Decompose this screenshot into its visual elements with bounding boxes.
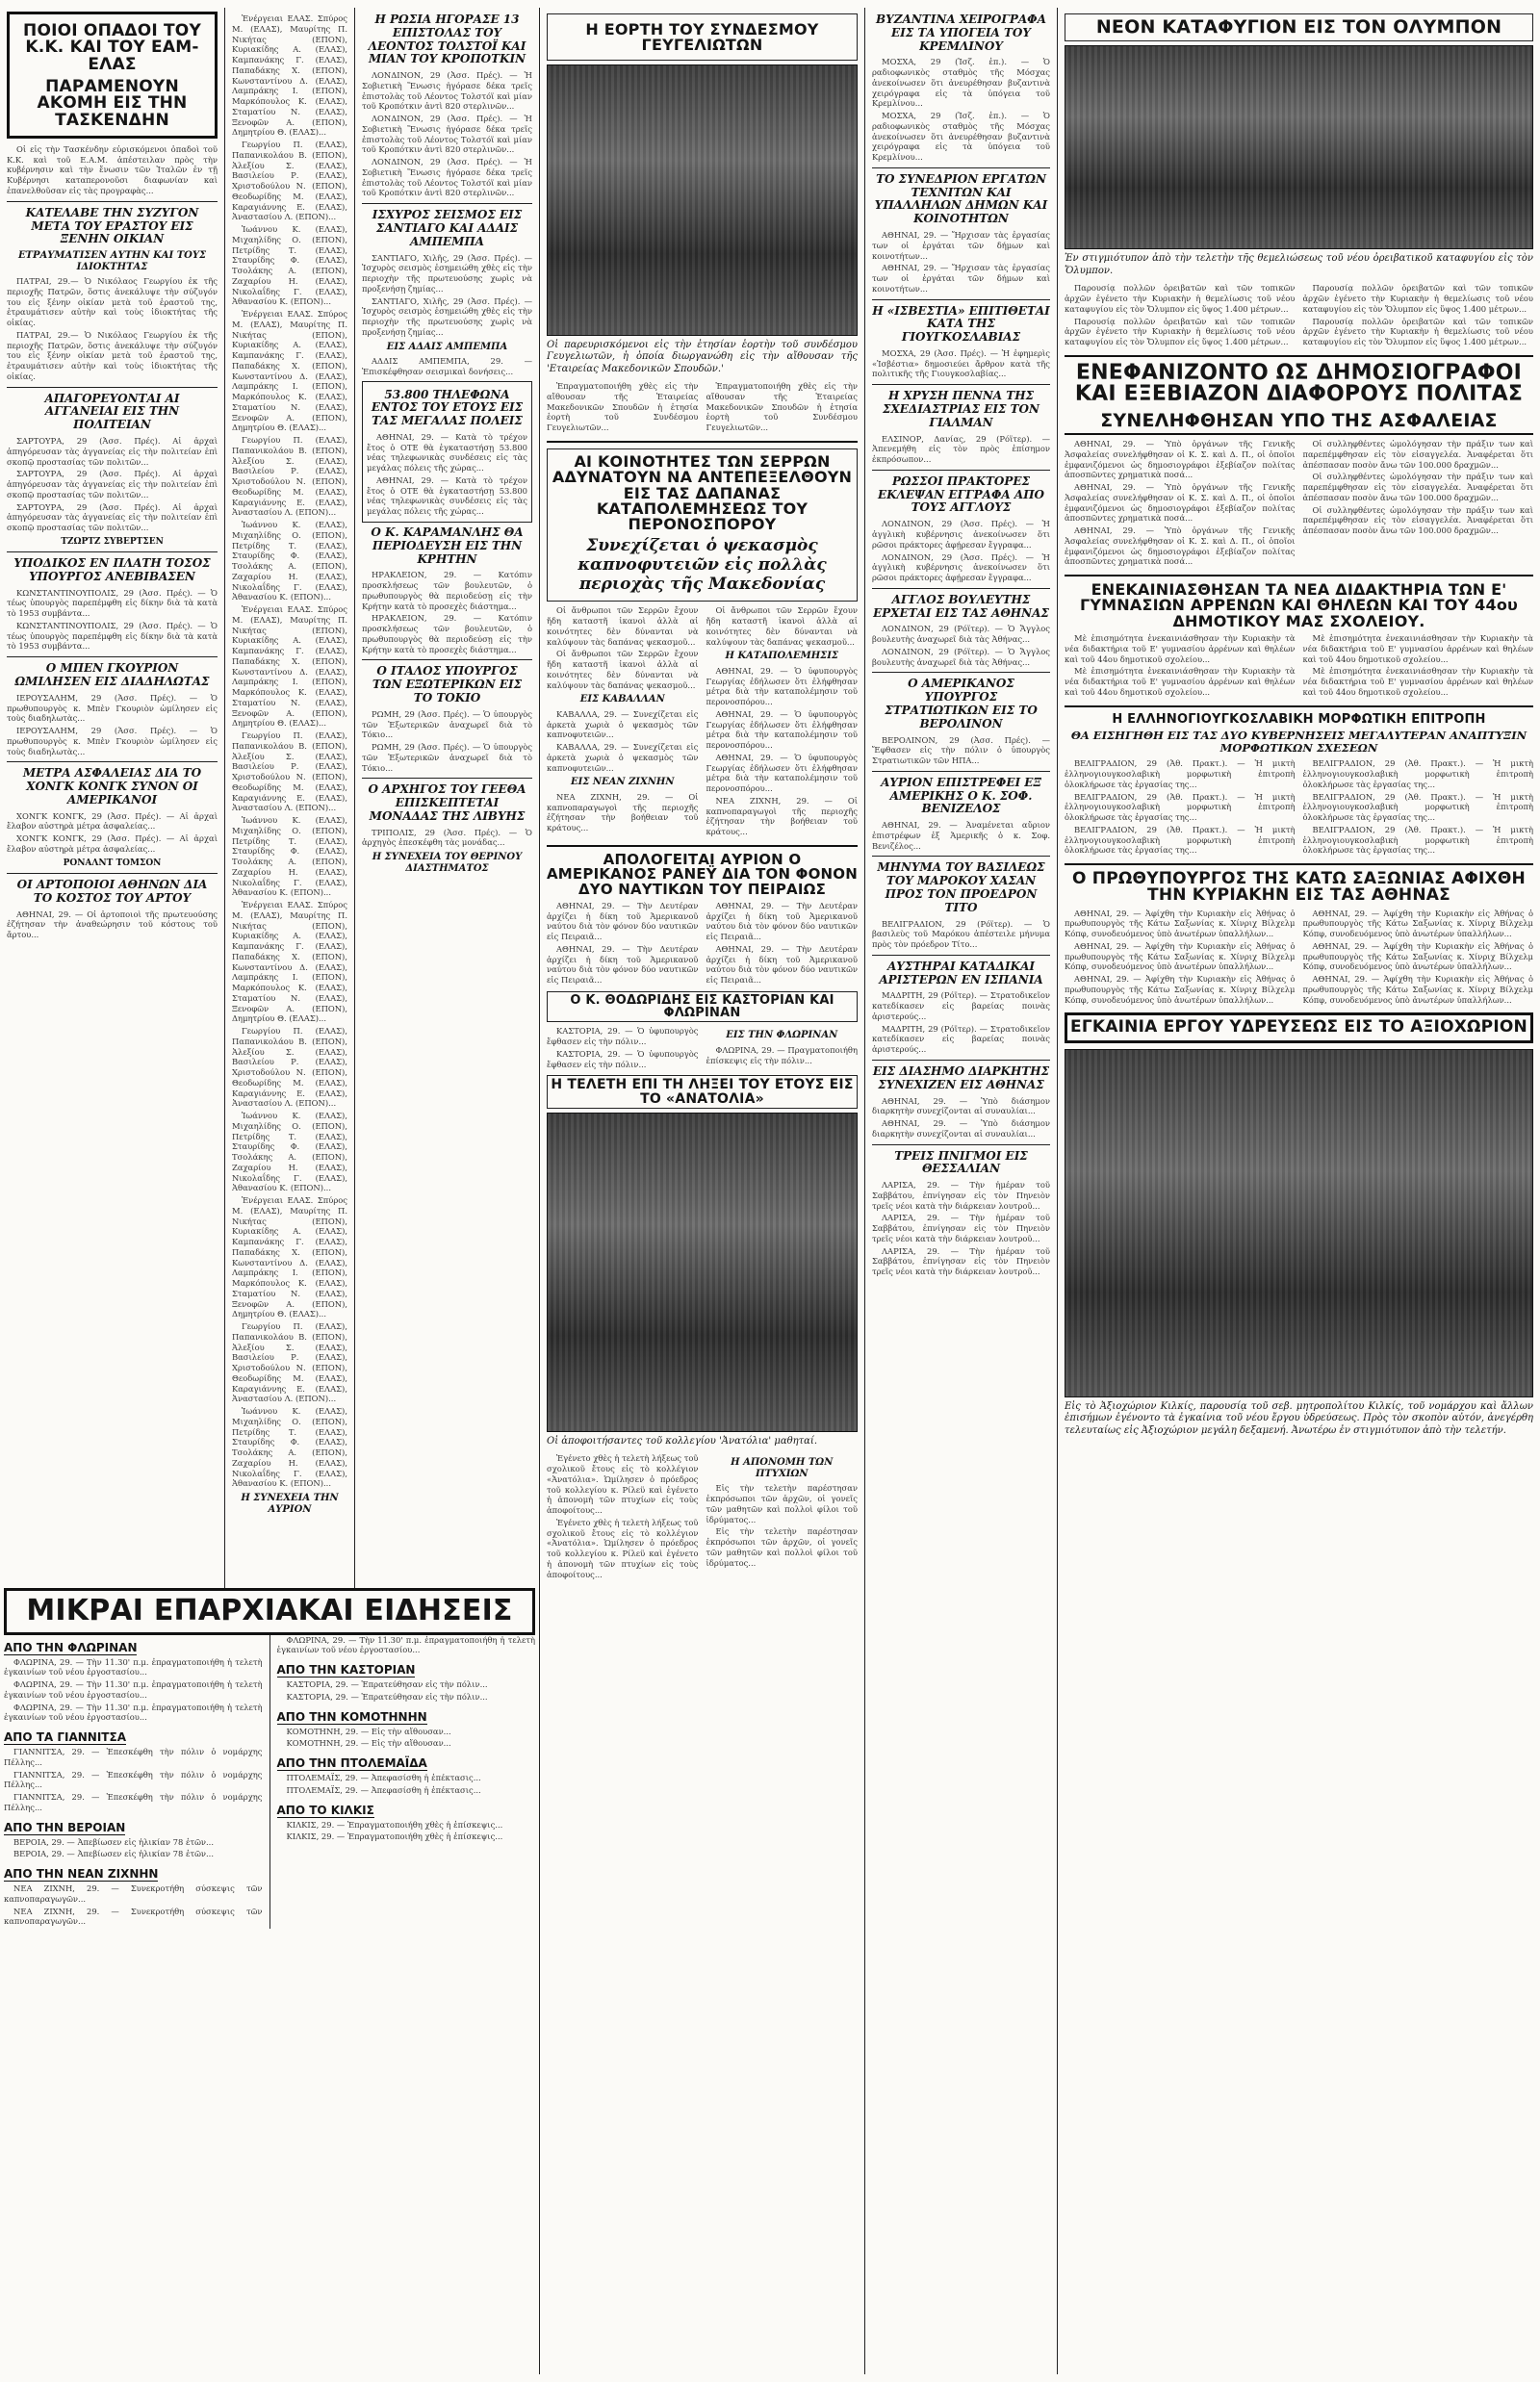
article-text: Εἰς τὴν τελετὴν παρέστησαν ἐκπρόσωποι τῶν ἀρχῶν, οἱ γονεῖς τῶν μαθητῶν καὶ πολλοὶ φίλοι τοῦ ἱδρύματος...: [706, 1526, 858, 1568]
article-text: ΚΑΣΤΟΡΙΑ, 29. — Ἐπρατεύθησαν εἰς τὴν πόλιν...: [286, 1679, 488, 1690]
article-subheadline: ΕΤΡΑΥΜΑΤΙΣΕΝ ΑΥΤΗΝ ΚΑΙ ΤΟΥΣ ΙΔΙΟΚΤΗΤΑΣ: [17, 250, 207, 272]
divider: [872, 299, 1050, 300]
article-text: ΑΘΗΝΑΙ, 29. — Ἀφίχθη τὴν Κυριακὴν εἰς Ἀθήνας ὁ πρωθυπουργὸς τῆς Κάτω Σαξωνίας κ. Χίνριχ Βίλχελμ Κόπφ, συνοδευόμενος ὑπὸ ἀνωτέρων ὑπαλλήλων...: [1065, 940, 1296, 972]
article-text: ΓΙΑΝΝΙΤΣΑ, 29. — Ἐπεσκέφθη τὴν πόλιν ὁ νομάρχης Πέλλης...: [4, 1792, 263, 1812]
article-text: Ἐγένετο χθὲς ἡ τελετὴ λήξεως τοῦ σχολικοῦ ἔτους εἰς τὸ κολλέγιον «Ἀνατόλια». Ὡμίλησεν ὁ πρόεδρος τοῦ κολλεγίου κ. Ρίλεϋ καὶ ἐγένετο ἡ ἀπονομὴ τῶν πτυχίων εἰς τοὺς ἀποφοίτους...: [547, 1517, 699, 1579]
article-text: Οἱ συλληφθέντες ὡμολόγησαν τὴν πράξιν των καὶ παρεπέμφθησαν εἰς τὸν εἰσαγγελέα. Ἀναφέρεται ὅτι ἀπέσπασαν ποσὸν ἄνω τῶν 100.000 δραχμῶν...: [1302, 472, 1533, 502]
article-text: ΡΩΜΗ, 29 (Ἀσσ. Πρές). — Ὁ ὑπουργὸς τῶν Ἐξωτερικῶν ἀναχωρεῖ διὰ τὸ Τόκιο...: [362, 708, 532, 740]
continuation-note: Η ΣΥΝΕΧΕΙΑ ΤΟΥ ΘΕΡΙΝΟΥ ΔΙΑΣΤΗΜΑΤΟΣ: [372, 852, 523, 874]
article-headline: Η «ΙΣΒΕΣΤΙΑ» ΕΠΙΤΙΘΕΤΑΙ ΚΑΤΑ ΤΗΣ ΓΙΟΥΓΚΟΣΛΑΒΙΑΣ: [872, 303, 1050, 345]
article-text: ΚΩΝΣΤΑΝΤΙΝΟΥΠΟΛΙΣ, 29 (Ἀσσ. Πρές). — Ὁ τέως ὑπουργὸς παρεπέμφθη εἰς δίκην διὰ τὰ κατὰ τὸ 1953 συμβάντα...: [7, 587, 218, 619]
article-text: ΚΑΒΑΛΛΑ, 29. — Συνεχίζεται εἰς ἀρκετὰ χωριὰ ὁ ψεκασμὸς τῶν καπνοφυτειῶν...: [547, 708, 699, 740]
article-text: ΜΟΣΧΑ, 29 (Ἰσζ. ἐπ.). — Ὁ ραδιοφωνικὸς σταθμὸς τῆς Μόσχας ἀνεκοίνωσεν ὅτι ἀνευρέθησαν βυζαντινὰ χειρόγραφα εἰς τὰ ὑπόγεια τοῦ Κρεμλίνου...: [872, 57, 1050, 109]
article-headline: ΙΣΧΥΡΟΣ ΣΕΙΣΜΟΣ ΕΙΣ ΣΑΝΤΙΑΓΟ ΚΑΙ ΑΔΑΙΣ ΑΜΠΕΜΠΑ: [372, 208, 523, 248]
article-headline: Ο Κ. ΘΟΔΩΡΙΔΗΣ ΕΙΣ ΚΑΣΤΟΡΙΑΝ ΚΑΙ ΦΛΩΡΙΝΑΝ: [570, 992, 834, 1021]
article-text: ΑΘΗΝΑΙ, 29. — Τὴν Δευτέραν ἀρχίζει ἡ δίκη τοῦ Ἀμερικανοῦ ναύτου διὰ τὸν φόνον δύο ναυτικῶν εἰς Πειραιᾶ...: [547, 900, 699, 942]
article-text: ΛΟΝΔΙΝΟΝ, 29 (Ρόϊτερ). — Ὁ Ἄγγλος βουλευτὴς ἀναχωρεῖ διὰ τὰς Ἀθήνας...: [872, 624, 1050, 645]
article-text: ΒΕΛΙΓΡΑΔΙΟΝ, 29 (Ἀθ. Πρακτ.). — Ἡ μικτὴ ἑλληνογιουγκοσλαβικὴ μορφωτικὴ ἐπιτροπὴ ὁλοκλήρωσε τὰς ἐργασίας της...: [1065, 824, 1296, 856]
article-text: ΑΘΗΝΑΙ, 29. — Τὴν Δευτέραν ἀρχίζει ἡ δίκη τοῦ Ἀμερικανοῦ ναύτου διὰ τὸν φόνον δύο ναυτικῶν εἰς Πειραιᾶ...: [547, 943, 699, 986]
article-headline: ΟΙ ΑΡΤΟΠΟΙΟΙ ΑΘΗΝΩΝ ΔΙΑ ΤΟ ΚΟΣΤΟΣ ΤΟΥ ΑΡΤΟΥ: [16, 878, 208, 905]
article-text: ΑΘΗΝΑΙ, 29. — Ἤρχισαν τὰς ἐργασίας των οἱ ἐργάται τῶν δήμων καὶ κοινοτήτων...: [872, 230, 1050, 261]
article-text: ΚΙΛΚΙΣ, 29. — Ἐπραγματοποιήθη χθὲς ἡ ἐπίσκεψις...: [286, 1819, 503, 1830]
divider: [7, 873, 218, 874]
article-text: ΒΕΡΟΛΙΝΟΝ, 29 (Ἀσσ. Πρές). — Ἔφθασεν εἰς τὴν πόλιν ὁ ὑπουργὸς Στρατιωτικῶν τῶν ΗΠΑ...: [872, 734, 1050, 766]
headline-box: [1065, 1012, 1533, 1042]
article-text: ΗΡΑΚΛΕΙΟΝ, 29. — Κατόπιν προσκλήσεως τῶν βουλευτῶν, ὁ πρωθυπουργὸς θὰ περιοδεύσῃ εἰς τὴν Κρήτην κατὰ τὸ προσεχὲς διάστημα...: [362, 613, 532, 654]
article-text: Ἰωάννου Κ. (ΕΛΑΣ), Μιχαηλίδης Ο. (ΕΠΟΝ), Πετρίδης Τ. (ΕΛΑΣ), Σταυρίδης Φ. (ΕΛΑΣ), Τσολάκης Α. (ΕΠΟΝ), Ζαχαρίου Η. (ΕΛΑΣ), Νικολαΐδης Γ. (ΕΛΑΣ), Ἀθανασίου Κ. (ΕΠΟΝ)...: [232, 520, 347, 602]
article-text: ΠΑΤΡΑΙ, 29.— Ὁ Νικόλαος Γεωργίου ἐκ τῆς περιοχῆς Πατρῶν, ὅστις ἀνεκάλυψε τὴν σύζυγόν του εἰς ξένην οἰκίαν μετὰ τοῦ ἐραστοῦ της, ἐτραυμάτισεν αὐτὴν καὶ τοὺς ἰδιοκτήτας τῆς οἰκίας.: [7, 276, 218, 328]
article-text: ΒΕΛΙΓΡΑΔΙΟΝ, 29 (Ρόϊτερ). — Ὁ βασιλεὺς τοῦ Μαρόκου ἀπέστειλε μήνυμα πρὸς τὸν πρόεδρον Τίτο...: [872, 918, 1050, 950]
article-headline: Η ΧΡΥΣΗ ΠΕΝΝΑ ΤΗΣ ΣΧΕΔΙΑΣΤΡΙΑΣ ΕΙΣ ΤΟΝ ΓΙΑΛΜΑΝ: [883, 389, 1040, 429]
article-text: ΛΑΡΙΣΑ, 29. — Τὴν ἡμέραν τοῦ Σαββάτου, ἐπνίγησαν εἰς τὸν Πηνειὸν τρεῖς νέοι κατὰ τὴν διάρκειαν λουτροῦ...: [872, 1213, 1050, 1243]
article-text: Ἐγένετο χθὲς ἡ τελετὴ λήξεως τοῦ σχολικοῦ ἔτους εἰς τὸ κολλέγιον «Ἀνατόλια». Ὡμίλησεν ὁ πρόεδρος τοῦ κολλεγίου κ. Ρίλεϋ καὶ ἐγένετο ἡ ἀπονομὴ τῶν πτυχίων εἰς τοὺς ἀποφοίτους...: [547, 1453, 699, 1516]
article-text: ΚΟΜΟΤΗΝΗ, 29. — Εἰς τὴν αἴθουσαν...: [286, 1738, 451, 1749]
article-text: Παρουσίᾳ πολλῶν ὀρειβατῶν καὶ τῶν τοπικῶν ἀρχῶν ἐγένετο τὴν Κυριακὴν ἡ θεμελίωσις τοῦ νέου καταφυγίου εἰς τὸν Ὄλυμπον εἰς ὕψος 1.400 μέτρων...: [1302, 283, 1533, 314]
article-text: ΝΕΑ ΖΙΧΝΗ, 29. — Συνεκροτήθη σύσκεψις τῶν καπνοπαραγωγῶν...: [4, 1883, 263, 1904]
article-text: ΚΑΣΤΟΡΙΑ, 29. — Ἐπρατεύθησαν εἰς τὴν πόλιν...: [286, 1691, 488, 1702]
article-text: ΑΘΗΝΑΙ, 29. — Ὁ ὑφυπουργὸς Γεωργίας ἐδήλωσεν ὅτι ἐλήφθησαν μέτρα διὰ τὴν καταπολέμησιν τοῦ περονοσπόρου...: [706, 708, 858, 751]
regional-heading: ΑΠΟ ΤΗΝ ΝΕΑΝ ΖΙΧΝΗΝ: [4, 1867, 159, 1882]
article-headline: ΑΠΟΛΟΓΕΙΤΑΙ ΑΥΡΙΟΝ Ο ΑΜΕΡΙΚΑΝΟΣ ΡΑΝΕΫ ΔΙΑ ΤΟΝ ΦΟΝΟΝ ΔΥΟ ΝΑΥΤΙΚΩΝ ΤΟΥ ΠΕΙΡΑΙΩΣ: [547, 850, 858, 898]
article-headline: ΑΓΓΛΟΣ ΒΟΥΛΕΥΤΗΣ ΕΡΧΕΤΑΙ ΕΙΣ ΤΑΣ ΑΘΗΝΑΣ: [873, 592, 1049, 620]
article-headline: ΑΥΡΙΟΝ ΕΠΙΣΤΡΕΦΕΙ ΕΞ ΑΜΕΡΙΚΗΣ Ο Κ. ΣΟΦ. ΒΕΝΙΖΕΛΟΣ: [881, 775, 1041, 816]
article-text: Γεωργίου Π. (ΕΛΑΣ), Παπανικολάου Β. (ΕΠΟΝ), Ἀλεξίου Σ. (ΕΛΑΣ), Βασιλείου Ρ. (ΕΛΑΣ), Χριστοδούλου Ν. (ΕΠΟΝ), Θεοδωρίδης Μ. (ΕΛΑΣ), Καραγιάννης Ε. (ΕΛΑΣ), Ἀναστασίου Λ. (ΕΠΟΝ)...: [232, 435, 347, 518]
headline-box: [1065, 13, 1533, 41]
divider: [362, 778, 532, 779]
article-text: ΦΛΩΡΙΝΑ, 29. — Τὴν 11.30' π.μ. ἐπραγματοποιήθη ἡ τελετὴ ἐγκαινίων τοῦ νέου ἐργοστασίου...: [4, 1679, 263, 1700]
article-text: ΡΩΜΗ, 29 (Ἀσσ. Πρές). — Ὁ ὑπουργὸς τῶν Ἐξωτερικῶν ἀναχωρεῖ διὰ τὸ Τόκιο...: [362, 742, 532, 773]
regional-news-banner: [4, 1588, 535, 1635]
article-text: Ἐνέργειαι ΕΛΑΣ. Σπύρος Μ. (ΕΛΑΣ), Μαυρίτης Π. Νικήτας (ΕΠΟΝ), Κυριακίδης Α. (ΕΛΑΣ), Καμπανάκης Γ. (ΕΛΑΣ), Παπαδάκης Χ. (ΕΠΟΝ), Κωνσταντίνου Δ. (ΕΛΑΣ), Λαμπράκης Ι. (ΕΠΟΝ), Μαρκόπουλος Κ. (ΕΛΑΣ), Σταματίου Ν. (ΕΛΑΣ), Ξενοφῶν Α. (ΕΠΟΝ), Δημητρίου Θ. (ΕΛΑΣ)...: [232, 900, 347, 1024]
article-text: Οἱ ἄνθρωποι τῶν Σερρῶν ἔχουν ἤδη καταστῆ ἱκανοὶ ἀλλὰ αἱ κοινότητες δὲν δύνανται νὰ καλύψουν τὰς δαπάνας ψεκασμοῦ...: [706, 605, 858, 647]
photo-caption: Οἱ ἀποφοιτήσαντες τοῦ κολλεγίου 'Ἀνατόλια' μαθηταί.: [547, 1435, 817, 1447]
article-text: ΣΑΝΤΙΑΓΟ, Χιλῆς, 29 (Ἀσσ. Πρές). — Ἰσχυρὸς σεισμὸς ἐσημειώθη χθὲς εἰς τὴν περιοχὴν τῆς πρωτευούσης χωρὶς νὰ προξενήσῃ ζημίας...: [362, 295, 532, 337]
article-text: ΒΕΛΙΓΡΑΔΙΟΝ, 29 (Ἀθ. Πρακτ.). — Ἡ μικτὴ ἑλληνογιουγκοσλαβικὴ μορφωτικὴ ἐπιτροπὴ ὁλοκλήρωσε τὰς ἐργασίας της...: [1302, 791, 1533, 822]
article-text: ΕΛΣΙΝΟΡ, Δανίας, 29 (Ρόϊτερ). — Ἀπενεμήθη εἰς τὸν πρὸς ἐπίσημον ἐκπρόσωπον...: [872, 433, 1050, 465]
photo-olympus-refuge: [1065, 45, 1533, 249]
divider: [362, 203, 532, 204]
regional-heading: ΑΠΟ ΤΗΝ ΚΑΣΤΟΡΙΑΝ: [276, 1663, 416, 1678]
article-text: Οἱ συλληφθέντες ὡμολόγησαν τὴν πράξιν των καὶ παρεπέμφθησαν εἰς τὸν εἰσαγγελέα. Ἀναφέρεται ὅτι ἀπέσπασαν ποσὸν ἄνω τῶν 100.000 δραχμῶν...: [1302, 504, 1533, 536]
article-text: ΜΟΣΧΑ, 29 (Ἀσσ. Πρές). — Ἡ ἐφημερὶς «Ἰσβέστια» δημοσιεύει ἄρθρον κατὰ τῆς πολιτικῆς τῆς Γιουγκοσλαβίας...: [872, 347, 1050, 379]
divider: [872, 955, 1050, 956]
article-text: ΑΘΗΝΑΙ, 29. — Ὑπὸ ὀργάνων τῆς Γενικῆς Ἀσφαλείας συνελήφθησαν οἱ Κ. Σ. καὶ Δ. Π., οἱ ὁποῖοι ἐμφανιζόμενοι ὡς δημοσιογράφοι ἐξεβίαζον πολίτας ἀποσπῶντες χρηματικὰ ποσά...: [1065, 525, 1296, 567]
article-text: ΝΕΑ ΖΙΧΝΗ, 29. — Συνεκροτήθη σύσκεψις τῶν καπνοπαραγωγῶν...: [4, 1906, 263, 1927]
article-text: Μὲ ἐπισημότητα ἐνεκαινιάσθησαν τὴν Κυριακὴν τὰ νέα διδακτήρια τοῦ Ε' γυμνασίου ἀρρένων καὶ θηλέων καὶ τοῦ 44ου δημοτικοῦ σχολείου...: [1065, 633, 1296, 664]
article-text: ΧΟΝΓΚ ΚΟΝΓΚ, 29 (Ἀσσ. Πρές). — Αἱ ἀρχαὶ ἔλαβον αὐστηρὰ μέτρα ἀσφαλείας...: [7, 833, 218, 854]
article-headline: ΜΕΤΡΑ ΑΣΦΑΛΕΙΑΣ ΔΙΑ ΤΟ ΧΟΝΓΚ ΚΟΝΓΚ ΣΥΝΟΝ ΟΙ ΑΜΕΡΙΚΑΝΟΙ: [22, 766, 202, 807]
column-3: [355, 8, 539, 1578]
continuation-note: Η ΣΥΝΕΧΕΙΑ ΤΗΝ ΑΥΡΙΟΝ: [241, 1493, 339, 1515]
article-text: ΦΛΩΡΙΝΑ, 29. — Τὴν 11.30' π.μ. ἐπραγματοποιήθη ἡ τελετὴ ἐγκαινίων τοῦ νέου ἐργοστασίου...: [4, 1702, 263, 1723]
article-text: Μὲ ἐπισημότητα ἐνεκαινιάσθησαν τὴν Κυριακὴν τὰ νέα διδακτήρια τοῦ Ε' γυμνασίου ἀρρένων καὶ θηλέων καὶ τοῦ 44ου δημοτικοῦ σχολείου...: [1302, 666, 1533, 697]
article-headline: ΝΕΟΝ ΚΑΤΑΦΥΓΙΟΝ ΕΙΣ ΤΟΝ ΟΛΥΜΠΟΝ: [1095, 16, 1502, 38]
article-text: Γεωργίου Π. (ΕΛΑΣ), Παπανικολάου Β. (ΕΠΟΝ), Ἀλεξίου Σ. (ΕΛΑΣ), Βασιλείου Ρ. (ΕΛΑΣ), Χριστοδούλου Ν. (ΕΠΟΝ), Θεοδωρίδης Μ. (ΕΛΑΣ), Καραγιάννης Ε. (ΕΛΑΣ), Ἀναστασίου Λ. (ΕΠΟΝ)...: [232, 1026, 347, 1109]
regional-heading: ΑΠΟ ΤΗΝ ΒΕΡΟΙΑΝ: [4, 1820, 126, 1834]
article-subheadline: ΣΥΝΕΛΗΦΘΗΣΑΝ ΥΠΟ ΤΗΣ ΑΣΦΑΛΕΙΑΣ: [1065, 412, 1533, 435]
article-text: ΝΕΑ ΖΙΧΝΗ, 29. — Οἱ καπνοπαραγωγοὶ τῆς περιοχῆς ἐζήτησαν τὴν βοήθειαν τοῦ κράτους...: [706, 795, 858, 837]
article-subheadline: ΕΙΣ ΤΗΝ ΦΛΩΡΙΝΑΝ: [726, 1030, 838, 1041]
article-headline: ΥΠΟΔΙΚΟΣ ΕΝ ΠΛΑΤΗ ΤΟΣΟΣ ΥΠΟΥΡΓΟΣ ΑΝΕΒΙΒΑΣΕΝ: [13, 556, 211, 583]
divider: [872, 588, 1050, 589]
article-text: ΧΟΝΓΚ ΚΟΝΓΚ, 29 (Ἀσσ. Πρές). — Αἱ ἀρχαὶ ἔλαβον αὐστηρὰ μέτρα ἀσφαλείας...: [7, 810, 218, 832]
article-headline: ΕΓΚΑΙΝΙΑ ΕΡΓΟΥ ΥΔΡΕΥΣΕΩΣ ΕΙΣ ΤΟ ΑΞΙΟΧΩΡΙΟΝ: [1070, 1017, 1527, 1037]
article-headline: Η ΕΛΛΗΝΟΓΙΟΥΓΚΟΣΛΑΒΙΚΗ ΜΟΡΦΩΤΙΚΗ ΕΠΙΤΡΟΠΗ: [1112, 711, 1486, 727]
article-text: ΑΘΗΝΑΙ, 29. — Ὁ ὑφυπουργὸς Γεωργίας ἐδήλωσεν ὅτι ἐλήφθησαν μέτρα διὰ τὴν καταπολέμησιν τοῦ περονοσπόρου...: [706, 665, 858, 707]
divider: [7, 387, 218, 388]
article-text: ΑΘΗΝΑΙ, 29. — Ἀφίχθη τὴν Κυριακὴν εἰς Ἀθήνας ὁ πρωθυπουργὸς τῆς Κάτω Σαξωνίας κ. Χίνριχ Βίλχελμ Κόπφ, συνοδευόμενος ὑπὸ ἀνωτέρων ὑπαλλήλων...: [1302, 908, 1533, 939]
article-text: Ἐνέργειαι ΕΛΑΣ. Σπύρος Μ. (ΕΛΑΣ), Μαυρίτης Π. Νικήτας (ΕΠΟΝ), Κυριακίδης Α. (ΕΛΑΣ), Καμπανάκης Γ. (ΕΛΑΣ), Παπαδάκης Χ. (ΕΠΟΝ), Κωνσταντίνου Δ. (ΕΛΑΣ), Λαμπράκης Ι. (ΕΠΟΝ), Μαρκόπουλος Κ. (ΕΛΑΣ), Σταματίου Ν. (ΕΛΑΣ), Ξενοφῶν Α. (ΕΠΟΝ), Δημητρίου Θ. (ΕΛΑΣ)...: [232, 13, 347, 138]
article-subheadline: ΕΙΣ ΑΔΑΙΣ ΑΜΠΕΜΠΑ: [386, 341, 508, 352]
article-headline: ΕΙΣ ΔΙΑΣΗΜΟ ΔΙΑΡΚΗΤΗΣ ΣΥΝΕΧΙΖΕΝ ΕΙΣ ΑΘΗΝΑΣ: [872, 1063, 1050, 1091]
article-text: ΛΟΝΔΙΝΟΝ, 29 (Ἀσσ. Πρές). — Ἡ Σοβιετικὴ Ἕνωσις ἠγόρασε δέκα τρεῖς ἐπιστολὰς τοῦ Λέοντος Τολστόϊ καὶ μίαν τοῦ Κροπότκιν ἀντὶ 820 στερλινῶν...: [362, 157, 532, 198]
article-headline: ΜΗΝΥΜΑ ΤΟΥ ΒΑΣΙΛΕΩΣ ΤΟΥ ΜΑΡΟΚΟΥ ΧΑΣΑΝ ΠΡΟΣ ΤΟΝ ΠΡΟΕΔΡΟΝ ΤΙΤΟ: [877, 860, 1045, 914]
article-text: ΜΑΔΡΙΤΗ, 29 (Ρόϊτερ). — Στρατοδικεῖον κατεδίκασεν εἰς βαρείας ποινὰς ἀριστερούς...: [872, 1023, 1050, 1055]
article-text: ΚΙΛΚΙΣ, 29. — Ἐπραγματοποιήθη χθὲς ἡ ἐπίσκεψις...: [286, 1831, 503, 1842]
article-text: Εἰς τὴν τελετὴν παρέστησαν ἐκπρόσωποι τῶν ἀρχῶν, οἱ γονεῖς τῶν μαθητῶν καὶ πολλοὶ φίλοι τοῦ ἱδρύματος...: [706, 1483, 858, 1524]
article-text: Μὲ ἐπισημότητα ἐνεκαινιάσθησαν τὴν Κυριακὴν τὰ νέα διδακτήρια τοῦ Ε' γυμνασίου ἀρρένων καὶ θηλέων καὶ τοῦ 44ου δημοτικοῦ σχολείου...: [1302, 633, 1533, 664]
article-text: ΓΙΑΝΝΙΤΣΑ, 29. — Ἐπεσκέφθη τὴν πόλιν ὁ νομάρχης Πέλλης...: [4, 1747, 263, 1767]
article-text: ΜΑΔΡΙΤΗ, 29 (Ρόϊτερ). — Στρατοδικεῖον κατεδίκασεν εἰς βαρείας ποινὰς ἀριστερούς...: [872, 990, 1050, 1021]
article-headline: Ο ΑΡΧΗΓΟΣ ΤΟΥ ΓΕΕΘΑ ΕΠΙΣΚΕΠΤΕΤΑΙ ΜΟΝΑΔΑΣ ΤΗΣ ΛΙΒΥΗΣ: [368, 782, 526, 823]
article-headline: ΕΝΕΦΑΝΙΖΟΝΤΟ ΩΣ ΔΗΜΟΣΙΟΓΡΑΦΟΙ ΚΑΙ ΕΞΕΒΙΑΖΟΝ ΔΙΑΦΟΡΟΥΣ ΠΟΛΙΤΑΣ: [1074, 360, 1524, 407]
article-text: Ἐνέργειαι ΕΛΑΣ. Σπύρος Μ. (ΕΛΑΣ), Μαυρίτης Π. Νικήτας (ΕΠΟΝ), Κυριακίδης Α. (ΕΛΑΣ), Καμπανάκης Γ. (ΕΛΑΣ), Παπαδάκης Χ. (ΕΠΟΝ), Κωνσταντίνου Δ. (ΕΛΑΣ), Λαμπράκης Ι. (ΕΠΟΝ), Μαρκόπουλος Κ. (ΕΛΑΣ), Σταματίου Ν. (ΕΛΑΣ), Ξενοφῶν Α. (ΕΠΟΝ), Δημητρίου Θ. (ΕΛΑΣ)...: [232, 1195, 347, 1319]
article-text: ΚΑΣΤΟΡΙΑ, 29. — Ὁ ὑφυπουργὸς ἔφθασεν εἰς τὴν πόλιν...: [547, 1026, 699, 1047]
article-headline: Ο ΑΜΕΡΙΚΑΝΟΣ ΥΠΟΥΡΓΟΣ ΣΤΡΑΤΙΩΤΙΚΩΝ ΕΙΣ ΤΟ ΒΕΡΟΛΙΝΟΝ: [885, 677, 1038, 730]
article-text: ΚΑΣΤΟΡΙΑ, 29. — Ὁ ὑφυπουργὸς ἔφθασεν εἰς τὴν πόλιν...: [547, 1048, 699, 1069]
article-text: ΣΑΡΤΟΥΡΑ, 29 (Ἀσσ. Πρές). Αἱ ἀρχαὶ ἀπηγόρευσαν τὰς ἀγγανείας εἰς τὴν πολιτείαν ἐπὶ σκοπῷ προστασίας τῶν πολιτῶν...: [7, 469, 218, 499]
article-text: ΑΘΗΝΑΙ, 29. — Ὑπὸ ὀργάνων τῆς Γενικῆς Ἀσφαλείας συνελήφθησαν οἱ Κ. Σ. καὶ Δ. Π., οἱ ὁποῖοι ἐμφανιζόμενοι ὡς δημοσιογράφοι ἐξεβίαζον πολίτας ἀποσπῶντες χρηματικὰ ποσά...: [1065, 482, 1296, 524]
article-text: Οἱ ἄνθρωποι τῶν Σερρῶν ἔχουν ἤδη καταστῆ ἱκανοὶ ἀλλὰ αἱ κοινότητες δὲν δύνανται νὰ καλύψουν τὰς δαπάνας ψεκασμοῦ...: [547, 649, 699, 690]
article-headline: Η ΕΟΡΤΗ ΤΟΥ ΣΥΝΔΕΣΜΟΥ ΓΕΥΓΕΛΙΩΤΩΝ: [585, 20, 819, 55]
article-text: ΑΘΗΝΑΙ, 29. — Τὴν Δευτέραν ἀρχίζει ἡ δίκη τοῦ Ἀμερικανοῦ ναύτου διὰ τὸν φόνον δύο ναυτικῶν εἰς Πειραιᾶ...: [706, 900, 858, 942]
article-text: ΛΟΝΔΙΝΟΝ, 29 (Ἀσσ. Πρές). — Ἡ ἀγγλικὴ κυβέρνησις ἀνεκοίνωσεν ὅτι ρῶσοι πράκτορες ἀφῄρεσαν ἔγγραφα...: [872, 551, 1050, 582]
divider: [1065, 863, 1533, 865]
article-text: ΑΘΗΝΑΙ, 29. — Οἱ ἀρτοποιοὶ τῆς πρωτευούσης ἐζήτησαν τὴν ἀναθεώρησιν τοῦ κόστους τοῦ ἄρτου...: [7, 909, 218, 940]
divider: [872, 672, 1050, 673]
divider: [547, 845, 858, 847]
article-text: Παρουσίᾳ πολλῶν ὀρειβατῶν καὶ τῶν τοπικῶν ἀρχῶν ἐγένετο τὴν Κυριακὴν ἡ θεμελίωσις τοῦ νέου καταφυγίου εἰς τὸν Ὄλυμπον εἰς ὕψος 1.400 μέτρων...: [1065, 283, 1296, 314]
article-text: ΒΕΛΙΓΡΑΔΙΟΝ, 29 (Ἀθ. Πρακτ.). — Ἡ μικτὴ ἑλληνογιουγκοσλαβικὴ μορφωτικὴ ἐπιτροπὴ ὁλοκλήρωσε τὰς ἐργασίας της...: [1065, 791, 1296, 822]
column-6: [1058, 8, 1540, 2374]
article-text: ΝΕΑ ΖΙΧΝΗ, 29. — Οἱ καπνοπαραγωγοὶ τῆς περιοχῆς ἐζήτησαν τὴν βοήθειαν τοῦ κράτους...: [547, 791, 699, 833]
article-text: ΛΟΝΔΙΝΟΝ, 29 (Ἀσσ. Πρές). — Ἡ ἀγγλικὴ κυβέρνησις ἀνεκοίνωσεν ὅτι ρῶσοι πράκτορες ἀφῄρεσαν ἔγγραφα...: [872, 519, 1050, 550]
regional-heading: ΑΠΟ ΤΟ ΚΙΛΚΙΣ: [276, 1803, 374, 1817]
article-text: ΣΑΡΤΟΥΡΑ, 29 (Ἀσσ. Πρές). Αἱ ἀρχαὶ ἀπηγόρευσαν τὰς ἀγγανείας εἰς τὴν πολιτείαν ἐπὶ σκοπῷ προστασίας τῶν πολιτῶν...: [7, 436, 218, 467]
article-text: ΑΘΗΝΑΙ, 29. — Ὁ ὑφυπουργὸς Γεωργίας ἐδήλωσεν ὅτι ἐλήφθησαν μέτρα διὰ τὴν καταπολέμησιν τοῦ περονοσπόρου...: [706, 752, 858, 794]
article-text: Οἱ συλληφθέντες ὡμολόγησαν τὴν πράξιν των καὶ παρεπέμφθησαν εἰς τὸν εἰσαγγελέα. Ἀναφέρεται ὅτι ἀπέσπασαν ποσὸν ἄνω τῶν 100.000 δραχμῶν...: [1302, 439, 1533, 470]
article-text: Οἱ ἄνθρωποι τῶν Σερρῶν ἔχουν ἤδη καταστῆ ἱκανοὶ ἀλλὰ αἱ κοινότητες δὲν δύνανται νὰ καλύψουν τὰς δαπάνας ψεκασμοῦ...: [547, 605, 699, 647]
article-text: ΑΘΗΝΑΙ, 29. — Ἀναμένεται αὔριον ἐπιστρέφων ἐξ Ἀμερικῆς ὁ κ. Σοφ. Βενιζέλος...: [872, 820, 1050, 851]
regional-heading: ΑΠΟ ΤΗΝ ΚΟΜΟΤΗΝΗΝ: [276, 1709, 427, 1724]
regional-heading: ΑΠΟ ΤΗΝ ΦΛΩΡΙΝΑΝ: [4, 1640, 138, 1654]
article-headline: ΡΩΣΣΟΙ ΠΡΑΚΤΟΡΕΣ ΕΚΛΕΨΑΝ ΕΓΓΡΑΦΑ ΑΠΟ ΤΟΥΣ ΑΓΓΛΟΥΣ: [877, 474, 1044, 515]
article-text: ΦΛΩΡΙΝΑ, 29. — Πραγματοποιήθη ἐπίσκεψις εἰς τὴν πόλιν...: [706, 1044, 858, 1065]
lead-headline-line-2: ΠΑΡΑΜΕΝΟΥΝ ΑΚΟΜΗ ΕΙΣ ΤΗΝ ΤΑΣΚΕΝΔΗΝ: [37, 76, 188, 130]
headline-box: [547, 13, 858, 61]
article-subheadline: Η ΚΑΤΑΠΟΛΕΜΗΣΙΣ: [725, 651, 838, 662]
divider: [1065, 705, 1533, 707]
article-text: ΒΕΡΟΙΑ, 29. — Ἀπεβίωσεν εἰς ἡλικίαν 78 ἐτῶν...: [13, 1836, 214, 1847]
article-text: ΠΑΤΡΑΙ, 29.— Ὁ Νικόλαος Γεωργίου ἐκ τῆς περιοχῆς Πατρῶν, ὅστις ἀνεκάλυψε τὴν σύζυγόν του εἰς ξένην οἰκίαν μετὰ τοῦ ἐραστοῦ της, ἐτραυμάτισεν αὐτὴν καὶ τοὺς ἰδιοκτήτας τῆς οἰκίας.: [7, 329, 218, 381]
divider: [1065, 355, 1533, 357]
article-subheadline: Συνεχίζεται ὁ ψεκασμὸς καπνοφυτειῶν εἰς πολλὰς περιοχὰς τῆς Μακεδονίας: [578, 536, 827, 595]
article-text: ΜΟΣΧΑ, 29 (Ἰσζ. ἐπ.). — Ὁ ραδιοφωνικὸς σταθμὸς τῆς Μόσχας ἀνεκοίνωσεν ὅτι ἀνευρέθησαν βυζαντινὰ χειρόγραφα εἰς τὰ ὑπόγεια τοῦ Κρεμλίνου...: [872, 111, 1050, 163]
lead-headline-line-1: ΠΟΙΟΙ ΟΠΑΔΟΙ ΤΟΥ Κ.Κ. ΚΑΙ ΤΟΥ ΕΑΜ-ΕΛΑΣ: [23, 21, 201, 74]
article-text: ΛΟΝΔΙΝΟΝ, 29 (Ἀσσ. Πρές). — Ἡ Σοβιετικὴ Ἕνωσις ἠγόρασε δέκα τρεῖς ἐπιστολὰς τοῦ Λέοντος Τολστόϊ καὶ μίαν τοῦ Κροπότκιν ἀντὶ 820 στερλινῶν...: [362, 114, 532, 155]
divider: [872, 470, 1050, 471]
article-subheadline: Η ΑΠΟΝΟΜΗ ΤΩΝ ΠΤΥΧΙΩΝ: [731, 1457, 834, 1479]
divider: [7, 551, 218, 552]
divider: [362, 659, 532, 660]
article-text: ΑΔΔΙΣ ΑΜΠΕΜΠΑ, 29. — Ἐπισκέφθησαν σεισμικαὶ δονήσεις...: [362, 356, 532, 376]
article-subheadline: ΕΙΣ ΚΑΒΑΛΛΑΝ: [579, 694, 665, 705]
divider: [7, 761, 218, 762]
article-text: ΑΘΗΝΑΙ, 29. — Ἀφίχθη τὴν Κυριακὴν εἰς Ἀθήνας ὁ πρωθυπουργὸς τῆς Κάτω Σαξωνίας κ. Χίνριχ Βίλχελμ Κόπφ, συνοδευόμενος ὑπὸ ἀνωτέρων ὑπαλλήλων...: [1302, 940, 1533, 972]
article-text: ΠΤΟΛΕΜΑΪΣ, 29. — Ἀπεφασίσθη ἡ ἐπέκτασις...: [286, 1773, 481, 1783]
divider: [7, 201, 218, 202]
article-text: ΑΘΗΝΑΙ, 29. — Ἀφίχθη τὴν Κυριακὴν εἰς Ἀθήνας ὁ πρωθυπουργὸς τῆς Κάτω Σαξωνίας κ. Χίνριχ Βίλχελμ Κόπφ, συνοδευόμενος ὑπὸ ἀνωτέρων ὑπαλλήλων...: [1065, 908, 1296, 939]
article-headline: ΚΑΤΕΛΑΒΕ ΤΗΝ ΣΥΖΥΓΟΝ ΜΕΤΑ ΤΟΥ ΕΡΑΣΤΟΥ ΕΙΣ ΞΕΝΗΝ ΟΙΚΙΑΝ: [25, 205, 199, 246]
article-headline: Ο ΙΤΑΛΟΣ ΥΠΟΥΡΓΟΣ ΤΩΝ ΕΞΩΤΕΡΙΚΩΝ ΕΙΣ ΤΟ ΤΟΚΙΟ: [372, 664, 523, 704]
article-text: ΒΕΛΙΓΡΑΔΙΟΝ, 29 (Ἀθ. Πρακτ.). — Ἡ μικτὴ ἑλληνογιουγκοσλαβικὴ μορφωτικὴ ἐπιτροπὴ ὁλοκλήρωσε τὰς ἐργασίας της...: [1302, 758, 1533, 789]
regional-heading: ΑΠΟ ΤΑ ΓΙΑΝΝΙΤΣΑ: [4, 1730, 126, 1745]
article-headline: Ο ΠΡΩΘΥΠΟΥΡΓΟΣ ΤΗΣ ΚΑΤΩ ΣΑΞΩΝΙΑΣ ΑΦΙΧΘΗ ΤΗΝ ΚΥΡΙΑΚΗΝ ΕΙΣ ΤΑΣ ΑΘΗΝΑΣ: [1072, 869, 1526, 906]
photo-anatolia-graduates: [547, 1113, 858, 1432]
article-text: Ἐπραγματοποιήθη χθὲς εἰς τὴν αἴθουσαν τῆς Ἑταιρείας Μακεδονικῶν Σπουδῶν ἡ ἐτησία ἑορτὴ τοῦ Συνδέσμου Γευγελιωτῶν...: [547, 381, 699, 433]
article-text: ΚΑΒΑΛΛΑ, 29. — Συνεχίζεται εἰς ἀρκετὰ χωριὰ ὁ ψεκασμὸς τῶν καπνοφυτειῶν...: [547, 742, 699, 773]
article-headline: ΑΠΑΓΟΡΕΥΟΝΤΑΙ ΑΙ ΑΓΓΑΝΕΙΑΙ ΕΙΣ ΤΗΝ ΠΟΛΙΤΕΙΑΝ: [44, 391, 180, 432]
article-text: Οἱ εἰς τὴν Τασκένδην εὑρισκόμενοι ὀπαδοὶ τοῦ Κ.Κ. καὶ τοῦ Ε.Α.Μ. ἀπέστειλαν πρὸς τὴν κυβέρνησιν καὶ τὴν ἔνωσιν τῶν Ἰταλῶν ἐν τῇ Κυβέρνησι καταπερονοῦσι διαφωνίαν καὶ ἐπανελθοῦσαν εἰς τὰς προγραφὰς...: [7, 143, 218, 195]
article-text: ΑΘΗΝΑΙ, 29. — Κατὰ τὸ τρέχον ἔτος ὁ ΟΤΕ θὰ ἐγκαταστήσῃ 53.800 νέας τηλεφωνικὰς συνδέσεις εἰς τὰς μεγάλας πόλεις τῆς χώρας...: [367, 431, 527, 474]
article-text: ΚΟΜΟΤΗΝΗ, 29. — Εἰς τὴν αἴθουσαν...: [286, 1726, 451, 1736]
article-headline: ΤΟ ΣΥΝΕΔΡΙΟΝ ΕΡΓΑΤΩΝ ΤΕΧΝΙΤΩΝ ΚΑΙ ΥΠΑΛΛΗΛΩΝ ΔΗΜΩΝ ΚΑΙ ΚΟΙΝΟΤΗΤΩΝ: [874, 171, 1048, 226]
article-text: Ἐνέργειαι ΕΛΑΣ. Σπύρος Μ. (ΕΛΑΣ), Μαυρίτης Π. Νικήτας (ΕΠΟΝ), Κυριακίδης Α. (ΕΛΑΣ), Καμπανάκης Γ. (ΕΛΑΣ), Παπαδάκης Χ. (ΕΠΟΝ), Κωνσταντίνου Δ. (ΕΛΑΣ), Λαμπράκης Ι. (ΕΠΟΝ), Μαρκόπουλος Κ. (ΕΛΑΣ), Σταματίου Ν. (ΕΛΑΣ), Ξενοφῶν Α. (ΕΠΟΝ), Δημητρίου Θ. (ΕΛΑΣ)...: [232, 604, 347, 729]
photo-water-supply-inauguration: [1065, 1049, 1533, 1397]
article-headline: Ο Κ. ΚΑΡΑΜΑΝΛΗΣ ΘΑ ΠΕΡΙΟΔΕΥΣΗ ΕΙΣ ΤΗΝ ΚΡΗΤΗΝ: [371, 525, 524, 566]
article-text: ΓΙΑΝΝΙΤΣΑ, 29. — Ἐπεσκέφθη τὴν πόλιν ὁ νομάρχης Πέλλης...: [4, 1769, 263, 1790]
divider: [1065, 575, 1533, 576]
divider: [7, 656, 218, 657]
article-text: Ἰωάννου Κ. (ΕΛΑΣ), Μιχαηλίδης Ο. (ΕΠΟΝ), Πετρίδης Τ. (ΕΛΑΣ), Σταυρίδης Φ. (ΕΛΑΣ), Τσολάκης Α. (ΕΠΟΝ), Ζαχαρίου Η. (ΕΛΑΣ), Νικολαΐδης Γ. (ΕΛΑΣ), Ἀθανασίου Κ. (ΕΠΟΝ)...: [232, 815, 347, 898]
article-text: ΛΑΡΙΣΑ, 29. — Τὴν ἡμέραν τοῦ Σαββάτου, ἐπνίγησαν εἰς τὸν Πηνειὸν τρεῖς νέοι κατὰ τὴν διάρκειαν λουτροῦ...: [872, 1245, 1050, 1277]
article-headline: 53.800 ΤΗΛΕΦΩΝΑ ΕΝΤΟΣ ΤΟΥ ΕΤΟΥΣ ΕΙΣ ΤΑΣ ΜΕΓΑΛΑΣ ΠΟΛΕΙΣ: [371, 387, 524, 428]
article-headline: ΕΝΕΚΑΙΝΙΑΣΘΗΣΑΝ ΤΑ ΝΕΑ ΔΙΔΑΚΤΗΡΙΑ ΤΩΝ Ε' ΓΥΜΝΑΣΙΩΝ ΑΡΡΕΝΩΝ ΚΑΙ ΘΗΛΕΩΝ ΚΑΙ ΤΟΥ 44ου ΔΗΜΟΤΙΚΟΥ ΜΑΣ ΣΧΟΛΕΙΟΥ.: [1079, 580, 1519, 630]
byline: ΡΟΝΑΛΝΤ ΤΟΜΣΟΝ: [63, 858, 162, 868]
regional-news-section: [0, 1588, 539, 2374]
article-text: ΑΘΗΝΑΙ, 29. — Ὑπὸ διάσημον διαρκητὴν συνεχίζονται αἱ συναυλίαι...: [872, 1095, 1050, 1116]
article-text: Ἰωάννου Κ. (ΕΛΑΣ), Μιχαηλίδης Ο. (ΕΠΟΝ), Πετρίδης Τ. (ΕΛΑΣ), Σταυρίδης Φ. (ΕΛΑΣ), Τσολάκης Α. (ΕΠΟΝ), Ζαχαρίου Η. (ΕΛΑΣ), Νικολαΐδης Γ. (ΕΛΑΣ), Ἀθανασίου Κ. (ΕΠΟΝ)...: [232, 1111, 347, 1193]
article-text: ΣΑΡΤΟΥΡΑ, 29 (Ἀσσ. Πρές). Αἱ ἀρχαὶ ἀπηγόρευσαν τὰς ἀγγανείας εἰς τὴν πολιτείαν ἐπὶ σκοπῷ προστασίας τῶν πολιτῶν...: [7, 501, 218, 532]
column-5: [865, 8, 1057, 2374]
article-text: ΑΘΗΝΑΙ, 29. — Ὑπὸ διάσημον διαρκητὴν συνεχίζονται αἱ συναυλίαι...: [872, 1118, 1050, 1139]
column-4: [540, 8, 864, 2374]
telephone-box: [362, 381, 532, 523]
article-text: ΑΘΗΝΑΙ, 29. — Ὑπὸ ὀργάνων τῆς Γενικῆς Ἀσφαλείας συνελήφθησαν οἱ Κ. Σ. καὶ Δ. Π., οἱ ὁποῖοι ἐμφανιζόμενοι ὡς δημοσιογράφοι ἐξεβίαζον πολίτας ἀποσπῶντες χρηματικὰ ποσά...: [1065, 439, 1296, 480]
article-text: Παρουσίᾳ πολλῶν ὀρειβατῶν καὶ τῶν τοπικῶν ἀρχῶν ἐγένετο τὴν Κυριακὴν ἡ θεμελίωσις τοῦ νέου καταφυγίου εἰς τὸν Ὄλυμπον εἰς ὕψος 1.400 μέτρων...: [1302, 316, 1533, 347]
article-headline: ΒΥΖΑΝΤΙΝΑ ΧΕΙΡΟΓΡΑΦΑ ΕΙΣ ΤΑ ΥΠΟΓΕΙΑ ΤΟΥ ΚΡΕΜΛΙΝΟΥ: [876, 13, 1046, 53]
article-text: ΒΕΛΙΓΡΑΔΙΟΝ, 29 (Ἀθ. Πρακτ.). — Ἡ μικτὴ ἑλληνογιουγκοσλαβικὴ μορφωτικὴ ἐπιτροπὴ ὁλοκλήρωσε τὰς ἐργασίας της...: [1065, 758, 1296, 789]
article-text: ΑΘΗΝΑΙ, 29. — Τὴν Δευτέραν ἀρχίζει ἡ δίκη τοῦ Ἀμερικανοῦ ναύτου διὰ τὸν φόνον δύο ναυτικῶν εἰς Πειραιᾶ...: [706, 943, 858, 986]
photo-caption: Εἰς τὸ Ἀξιοχώριον Κιλκίς, παρουσίᾳ τοῦ σεβ. μητροπολίτου Κιλκίς, τοῦ νομάρχου καὶ ἄλλων ἐπισήμων ἐγένοντο τὰ ἐγκαίνια τοῦ νέου ἔργου ὑδρεύσεως. Πρὸς τὸν σκοπὸν αὐτόν, ἀνεγέρθη τελευταίως εἰς Ἀξιοχώριον μεγάλη δεξαμενή. Ἀνωτέρω ἐν στιγμιότυπον ἀπὸ τὴν τελετήν.: [1065, 1400, 1533, 1436]
article-text: Παρουσίᾳ πολλῶν ὀρειβατῶν καὶ τῶν τοπικῶν ἀρχῶν ἐγένετο τὴν Κυριακὴν ἡ θεμελίωσις τοῦ νέου καταφυγίου εἰς τὸν Ὄλυμπον εἰς ὕψος 1.400 μέτρων...: [1065, 316, 1296, 347]
article-subheadline: ΘΑ ΕΙΣΗΓΗΘΗ ΕΙΣ ΤΑΣ ΔΥΟ ΚΥΒΕΡΝΗΣΕΙΣ ΜΕΓΑΛΥΤΕΡΑΝ ΑΝΑΠΤΥΞΙΝ ΜΟΡΦΩΤΙΚΩΝ ΣΧΕΣΕΩΝ: [1070, 728, 1527, 756]
headline-box: [547, 448, 858, 602]
article-text: ΑΘΗΝΑΙ, 29. — Ἤρχισαν τὰς ἐργασίας των οἱ ἐργάται τῶν δήμων καὶ κοινοτήτων...: [872, 263, 1050, 294]
article-text: ΗΡΑΚΛΕΙΟΝ, 29. — Κατόπιν προσκλήσεως τῶν βουλευτῶν, ὁ πρωθυπουργὸς θὰ περιοδεύσῃ εἰς τὴν Κρήτην κατὰ τὸ προσεχὲς διάστημα...: [362, 570, 532, 611]
regional-news-title: ΜΙΚΡΑΙ ΕΠΑΡΧΙΑΚΑΙ ΕΙΔΗΣΕΙΣ: [26, 1594, 513, 1627]
article-headline: ΑΙ ΚΟΙΝΟΤΗΤΕΣ ΤΩΝ ΣΕΡΡΩΝ ΑΔΥΝΑΤΟΥΝ ΝΑ ΑΝΤΕΠΕΞΕΛΘΟΥΝ ΕΙΣ ΤΑΣ ΔΑΠΑΝΑΣ ΚΑΤΑΠΟΛΕΜΗΣΕΩΣ ΤΟΥ ΠΕΡΟΝΟΣΠΟΡΟΥ: [552, 451, 853, 534]
article-text: Ἐνέργειαι ΕΛΑΣ. Σπύρος Μ. (ΕΛΑΣ), Μαυρίτης Π. Νικήτας (ΕΠΟΝ), Κυριακίδης Α. (ΕΛΑΣ), Καμπανάκης Γ. (ΕΛΑΣ), Παπαδάκης Χ. (ΕΠΟΝ), Κωνσταντίνου Δ. (ΕΛΑΣ), Λαμπράκης Ι. (ΕΠΟΝ), Μαρκόπουλος Κ. (ΕΛΑΣ), Σταματίου Ν. (ΕΛΑΣ), Ξενοφῶν Α. (ΕΠΟΝ), Δημητρίου Θ. (ΕΛΑΣ)...: [232, 309, 347, 433]
article-text: ΑΘΗΝΑΙ, 29. — Ἀφίχθη τὴν Κυριακὴν εἰς Ἀθήνας ὁ πρωθυπουργὸς τῆς Κάτω Σαξωνίας κ. Χίνριχ Βίλχελμ Κόπφ, συνοδευόμενος ὑπὸ ἀνωτέρων ὑπαλλήλων...: [1065, 974, 1296, 1005]
article-subheadline: ΕΙΣ ΝΕΑΝ ΖΙΧΝΗΝ: [571, 777, 675, 788]
article-text: Ἰωάννου Κ. (ΕΛΑΣ), Μιχαηλίδης Ο. (ΕΠΟΝ), Πετρίδης Τ. (ΕΛΑΣ), Σταυρίδης Φ. (ΕΛΑΣ), Τσολάκης Α. (ΕΠΟΝ), Ζαχαρίου Η. (ΕΛΑΣ), Νικολαΐδης Γ. (ΕΛΑΣ), Ἀθανασίου Κ. (ΕΠΟΝ)...: [232, 224, 347, 307]
photo-caption: Οἱ παρευρισκόμενοι εἰς τὴν ἐτησίαν ἑορτὴν τοῦ συνδέσμου Γευγελιωτῶν, ἡ ὁποία διωργανώθη εἰς τὴν αἴθουσαν τῆς 'Εταιρείας Μακεδονικῶν Σπουδῶν.': [547, 339, 858, 374]
article-text: ΤΡΙΠΟΛΙΣ, 29 (Ἀσσ. Πρές). — Ὁ ἀρχηγὸς ἐπεσκέφθη τὰς μονάδας...: [362, 827, 532, 848]
article-headline: ΑΥΣΤΗΡΑΙ ΚΑΤΑΔΙΚΑΙ ΑΡΙΣΤΕΡΩΝ ΕΝ ΙΣΠΑΝΙΑ: [879, 959, 1043, 986]
divider: [872, 167, 1050, 168]
article-text: Γεωργίου Π. (ΕΛΑΣ), Παπανικολάου Β. (ΕΠΟΝ), Ἀλεξίου Σ. (ΕΛΑΣ), Βασιλείου Ρ. (ΕΛΑΣ), Χριστοδούλου Ν. (ΕΠΟΝ), Θεοδωρίδης Μ. (ΕΛΑΣ), Καραγιάννης Ε. (ΕΛΑΣ), Ἀναστασίου Λ. (ΕΠΟΝ)...: [232, 730, 347, 813]
article-text: ΣΑΝΤΙΑΓΟ, Χιλῆς, 29 (Ἀσσ. Πρές). — Ἰσχυρὸς σεισμὸς ἐσημειώθη χθὲς εἰς τὴν περιοχὴν τῆς πρωτευούσης χωρὶς νὰ προξενήσῃ ζημίας...: [362, 252, 532, 294]
article-text: ΛΟΝΔΙΝΟΝ, 29 (Ἀσσ. Πρές). — Ἡ Σοβιετικὴ Ἕνωσις ἠγόρασε δέκα τρεῖς ἐπιστολὰς τοῦ Λέοντος Τολστόϊ καὶ μίαν τοῦ Κροπότκιν ἀντὶ 820 στερλινῶν...: [362, 70, 532, 112]
photo-association-celebration: [547, 64, 858, 336]
article-text: ΙΕΡΟΥΣΑΛΗΜ, 29 (Ἀσσ. Πρές). — Ὁ πρωθυπουργὸς κ. Μπὲν Γκουριὸν ὡμίλησεν εἰς τοὺς διαδηλωτὰς...: [7, 692, 218, 724]
article-text: Γεωργίου Π. (ΕΛΑΣ), Παπανικολάου Β. (ΕΠΟΝ), Ἀλεξίου Σ. (ΕΛΑΣ), Βασιλείου Ρ. (ΕΛΑΣ), Χριστοδούλου Ν. (ΕΠΟΝ), Θεοδωρίδης Μ. (ΕΛΑΣ), Καραγιάννης Ε. (ΕΛΑΣ), Ἀναστασίου Λ. (ΕΠΟΝ)...: [232, 1321, 347, 1404]
article-text: Μὲ ἐπισημότητα ἐνεκαινιάσθησαν τὴν Κυριακὴν τὰ νέα διδακτήρια τοῦ Ε' γυμνασίου ἀρρένων καὶ θηλέων καὶ τοῦ 44ου δημοτικοῦ σχολείου...: [1065, 666, 1296, 697]
divider: [872, 1060, 1050, 1061]
article-text: ΦΛΩΡΙΝΑ, 29. — Τὴν 11.30' π.μ. ἐπραγματοποιήθη ἡ τελετὴ ἐγκαινίων τοῦ νέου ἐργοστασίου...: [276, 1634, 535, 1655]
article-text: ΦΛΩΡΙΝΑ, 29. — Τὴν 11.30' π.μ. ἐπραγματοποιήθη ἡ τελετὴ ἐγκαινίων τοῦ νέου ἐργοστασίου...: [4, 1656, 263, 1678]
article-text: ΚΩΝΣΤΑΝΤΙΝΟΥΠΟΛΙΣ, 29 (Ἀσσ. Πρές). — Ὁ τέως ὑπουργὸς παρεπέμφθη εἰς δίκην διὰ τὰ κατὰ τὸ 1953 συμβάντα...: [7, 620, 218, 652]
article-text: Ἰωάννου Κ. (ΕΛΑΣ), Μιχαηλίδης Ο. (ΕΠΟΝ), Πετρίδης Τ. (ΕΛΑΣ), Σταυρίδης Φ. (ΕΛΑΣ), Τσολάκης Α. (ΕΠΟΝ), Ζαχαρίου Η. (ΕΛΑΣ), Νικολαΐδης Γ. (ΕΛΑΣ), Ἀθανασίου Κ. (ΕΠΟΝ)...: [232, 1406, 347, 1489]
article-text: Γεωργίου Π. (ΕΛΑΣ), Παπανικολάου Β. (ΕΠΟΝ), Ἀλεξίου Σ. (ΕΛΑΣ), Βασιλείου Ρ. (ΕΛΑΣ), Χριστοδούλου Ν. (ΕΠΟΝ), Θεοδωρίδης Μ. (ΕΛΑΣ), Καραγιάννης Ε. (ΕΛΑΣ), Ἀναστασίου Λ. (ΕΠΟΝ)...: [232, 140, 347, 222]
article-text: ΛΑΡΙΣΑ, 29. — Τὴν ἡμέραν τοῦ Σαββάτου, ἐπνίγησαν εἰς τὸν Πηνειὸν τρεῖς νέοι κατὰ τὴν διάρκειαν λουτροῦ...: [872, 1180, 1050, 1211]
divider: [547, 441, 858, 443]
article-text: ΒΕΛΙΓΡΑΔΙΟΝ, 29 (Ἀθ. Πρακτ.). — Ἡ μικτὴ ἑλληνογιουγκοσλαβικὴ μορφωτικὴ ἐπιτροπὴ ὁλοκλήρωσε τὰς ἐργασίας της...: [1302, 824, 1533, 856]
article-text: ΑΘΗΝΑΙ, 29. — Κατὰ τὸ τρέχον ἔτος ὁ ΟΤΕ θὰ ἐγκαταστήσῃ 53.800 νέας τηλεφωνικὰς συνδέσεις εἰς τὰς μεγάλας πόλεις τῆς χώρας...: [367, 474, 527, 517]
article-headline: ΤΡΕΙΣ ΠΝΙΓΜΟΙ ΕΙΣ ΘΕΣΣΑΛΙΑΝ: [894, 1148, 1028, 1176]
article-text: ΑΘΗΝΑΙ, 29. — Ἀφίχθη τὴν Κυριακὴν εἰς Ἀθήνας ὁ πρωθυπουργὸς τῆς Κάτω Σαξωνίας κ. Χίνριχ Βίλχελμ Κόπφ, συνοδευόμενος ὑπὸ ἀνωτέρων ὑπαλλήλων...: [1302, 974, 1533, 1005]
article-headline: Η ΤΕΛΕΤΗ ΕΠΙ ΤΗ ΛΗΞΕΙ ΤΟΥ ΕΤΟΥΣ ΕΙΣ ΤΟ «ΑΝΑΤΟΛΙΑ»: [551, 1077, 854, 1107]
regional-heading: ΑΠΟ ΤΗΝ ΠΤΟΛΕΜΑΪΔΑ: [276, 1756, 427, 1771]
article-text: ΠΤΟΛΕΜΑΪΣ, 29. — Ἀπεφασίσθη ἡ ἐπέκτασις...: [286, 1784, 481, 1795]
lead-headline-box: [7, 12, 218, 139]
divider: [872, 771, 1050, 772]
article-headline: Η ΡΩΣΙΑ ΗΓΟΡΑΣΕ 13 ΕΠΙΣΤΟΛΑΣ ΤΟΥ ΛΕΟΝΤΟΣ ΤΟΛΣΤΟΪ ΚΑΙ ΜΙΑΝ ΤΟΥ ΚΡΟΠΟΤΚΙΝ: [368, 13, 526, 66]
article-text: Ἐπραγματοποιήθη χθὲς εἰς τὴν αἴθουσαν τῆς Ἑταιρείας Μακεδονικῶν Σπουδῶν ἡ ἐτησία ἑορτὴ τοῦ Συνδέσμου Γευγελιωτῶν...: [706, 381, 858, 433]
divider: [872, 1144, 1050, 1145]
article-text: ΙΕΡΟΥΣΑΛΗΜ, 29 (Ἀσσ. Πρές). — Ὁ πρωθυπουργὸς κ. Μπὲν Γκουριὸν ὡμίλησεν εἰς τοὺς διαδηλωτὰς...: [7, 726, 218, 756]
photo-caption: Ἐν στιγμιότυπον ἀπὸ τὴν τελετὴν τῆς θεμελιώσεως τοῦ νέου ὀρειβατικοῦ καταφυγίου εἰς τὸν Ὄλυμπον.: [1065, 253, 1533, 276]
article-text: ΛΟΝΔΙΝΟΝ, 29 (Ρόϊτερ). — Ὁ Ἄγγλος βουλευτὴς ἀναχωρεῖ διὰ τὰς Ἀθήνας...: [872, 646, 1050, 667]
article-headline: Ο ΜΠΕΝ ΓΚΟΥΡΙΟΝ ΩΜΙΛΗΣΕΝ ΕΙΣ ΔΙΑΔΗΛΩΤΑΣ: [14, 661, 210, 688]
headline-box: [547, 1075, 858, 1109]
article-text: ΒΕΡΟΙΑ, 29. — Ἀπεβίωσεν εἰς ἡλικίαν 78 ἐτῶν...: [13, 1849, 214, 1859]
headline-box: [547, 991, 858, 1023]
divider: [872, 384, 1050, 385]
divider: [872, 856, 1050, 857]
byline: ΤΖΩΡΤΖ ΣΥΒΕΡΤΣΕΝ: [61, 536, 164, 547]
